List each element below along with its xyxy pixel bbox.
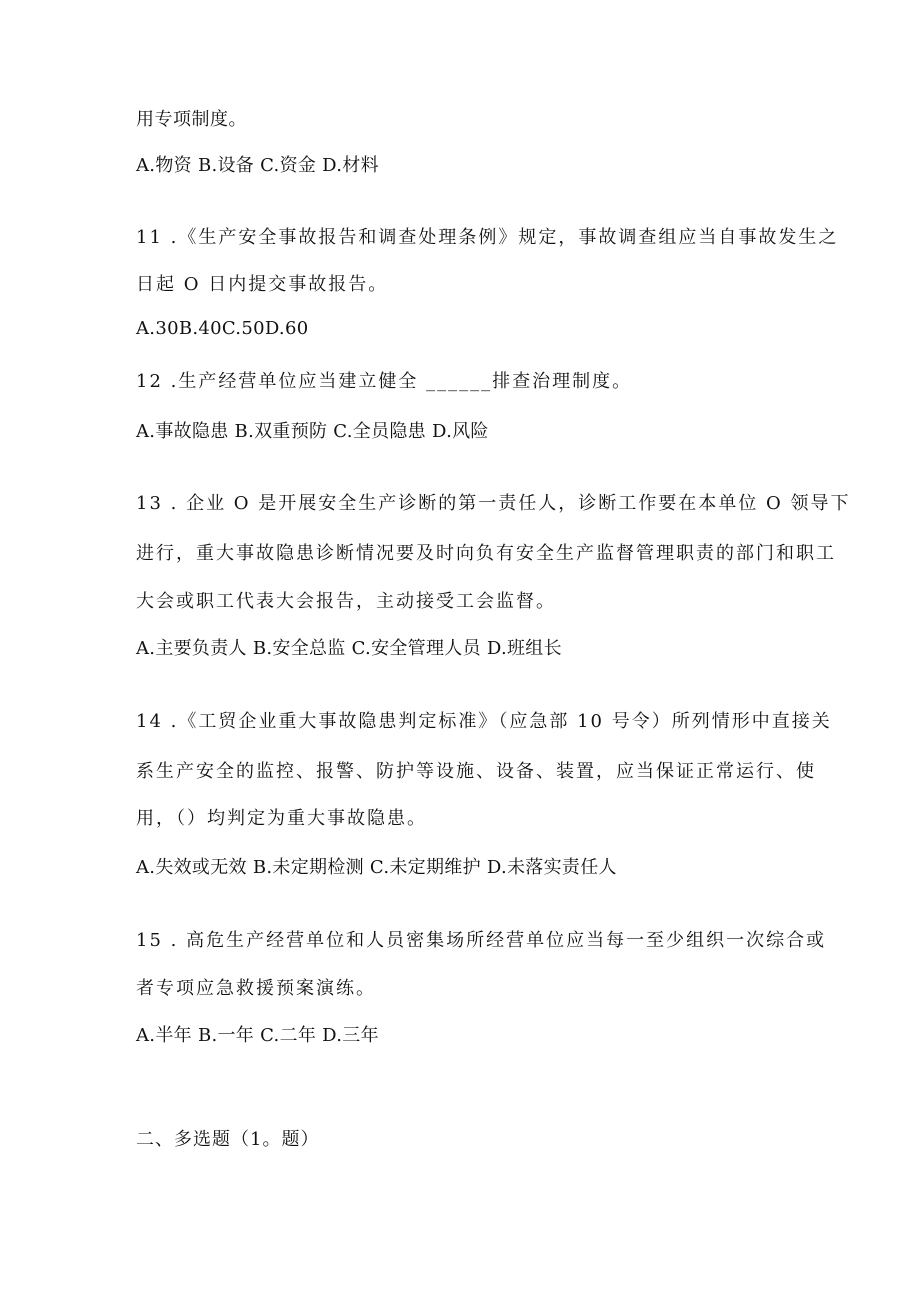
question-14-options: A.失效或无效 B.未定期检测 C.未定期维护 D.未落实责任人: [136, 857, 617, 878]
question-15-line-1: 15 . 高危生产经营单位和人员密集场所经营单位应当每一至少组织一次综合或: [136, 930, 827, 951]
continuation-options: A.物资 B.设备 C.资金 D.材料: [136, 155, 379, 176]
question-13-line-3: 大会或职工代表大会报告，主动接受工会监督。: [136, 591, 556, 612]
question-13-line-2: 进行，重大事故隐患诊断情况要及时向负有安全生产监督管理职责的部门和职工: [136, 543, 836, 564]
question-11-line-2: 日起 O 日内提交事故报告。: [136, 274, 389, 295]
question-14-line-1: 14 .《工贸企业重大事故隐患判定标准》（应急部 10 号令）所列情形中直接关: [136, 711, 832, 732]
question-14-line-3: 用，（）均判定为重大事故隐患。: [136, 808, 427, 829]
question-12-line-1: 12 .生产经营单位应当建立健全 ______排查治理制度。: [136, 371, 633, 392]
question-13-line-1: 13 . 企业 O 是开展安全生产诊断的第一责任人，诊断工作要在本单位 O 领导下: [136, 493, 851, 514]
question-11-options: A.30B.40C.50D.60: [136, 318, 309, 339]
question-15-line-2: 者专项应急救援预案演练。: [136, 978, 376, 999]
question-11-line-1: 11 .《生产安全事故报告和调查处理条例》规定，事故调查组应当自事故发生之: [136, 227, 839, 248]
question-13-options: A.主要负责人 B.安全总监 C.安全管理人员 D.班组长: [136, 638, 562, 659]
question-12-options: A.事故隐患 B.双重预防 C.全员隐患 D.风险: [136, 421, 489, 442]
continuation-text: 用专项制度。: [136, 109, 247, 130]
question-14-line-2: 系生产安全的监控、报警、防护等设施、设备、装置，应当保证正常运行、使: [136, 761, 816, 782]
section-heading: 二、多选题（1。题）: [136, 1129, 320, 1150]
question-15-options: A.半年 B.一年 C.二年 D.三年: [136, 1025, 379, 1046]
